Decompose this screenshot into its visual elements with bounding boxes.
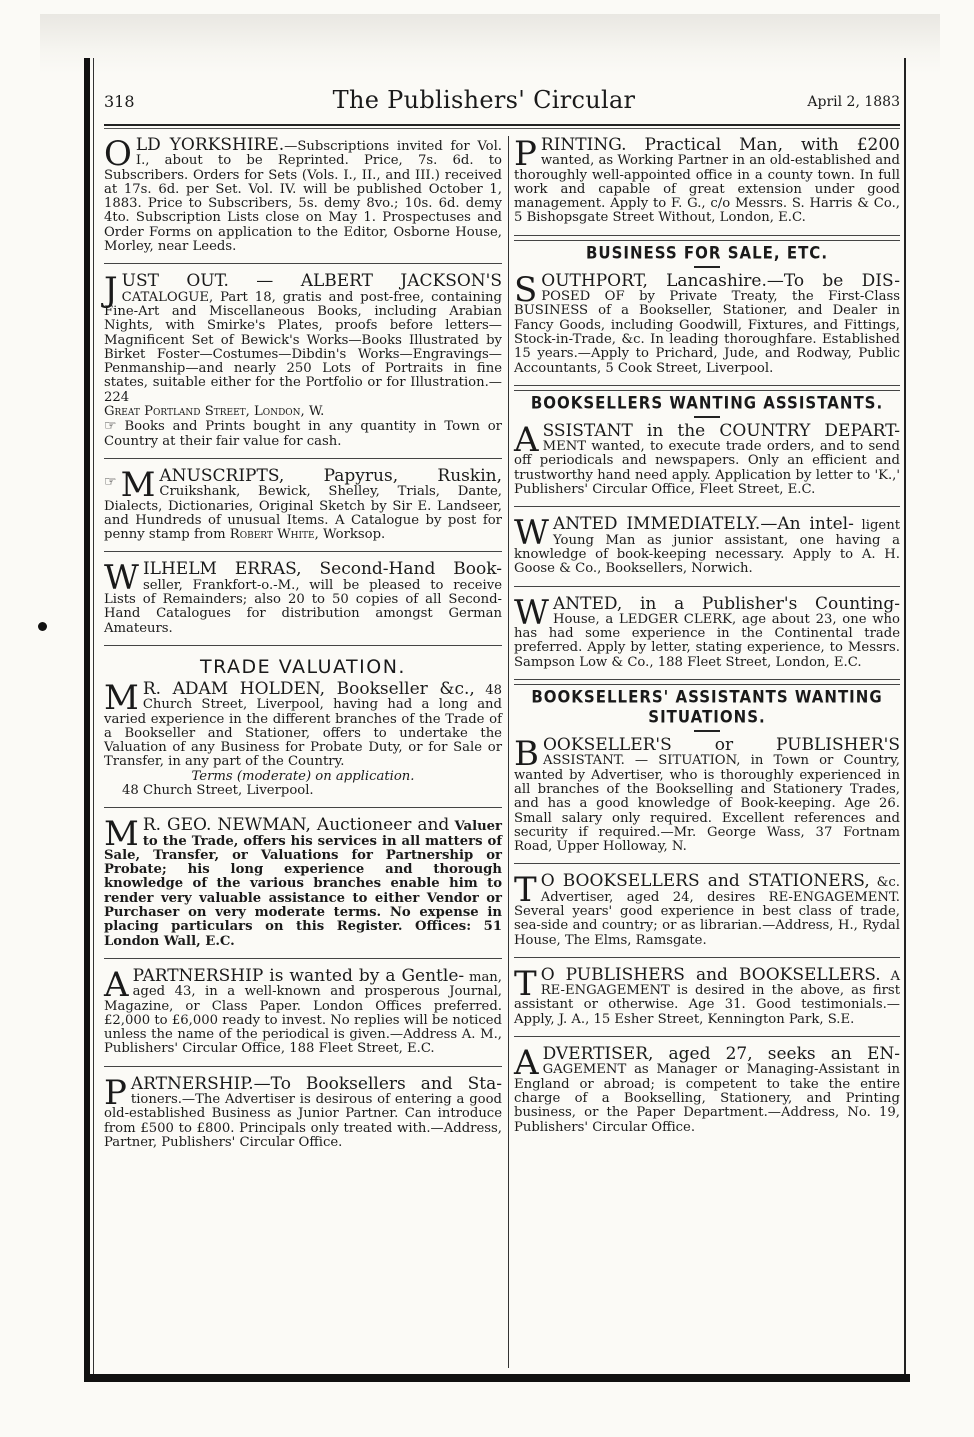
advert-separator: [104, 645, 502, 646]
drop-cap: A: [514, 419, 539, 460]
advert-manuscripts: ☞ M ANUSCRIPTS, Papyrus, Ruskin, Cruikshank, Bewick, Shelley, Trials, Dante, Dialects, Dictionaries, Original Sketch by Sir E. Landseer, and Hundreds of unusual Items. A Catalogue by post for penny stamp from Robert White, Worksop.: [104, 464, 502, 543]
drop-cap: A: [104, 964, 129, 1005]
advert-to-publishers-booksellers: T O PUBLISHERS and BOOKSELLERS. A RE-ENGAGEMENT is desired in the above, as first assistant or otherwise. Age 31. Good testimonials.—Apply, J. A., 15 Esher Street, Kennington Park, S.E.: [514, 963, 900, 1027]
advert-country-department: ASSISTANT in the COUNTRY DEPART- MENT wanted, to execute trade orders, and to send off periodicals and newspapers. Only an efficient and trustworthy hand need apply. Application by letter to 'K.,' Publishers' Circular Office, Fleet Street, E.C.: [514, 419, 900, 498]
drop-cap: W: [514, 592, 549, 633]
issue-date: April 2, 1883: [807, 94, 900, 110]
drop-cap: J: [104, 270, 118, 311]
right-border-rule: [904, 58, 906, 1380]
header-rule: [104, 124, 900, 126]
drop-cap: A: [514, 1043, 539, 1084]
left-border-rule: [84, 58, 90, 1380]
heading-rule: [694, 266, 720, 268]
advert-separator: [514, 863, 900, 864]
advert-wanted-immediately: WANTED IMMEDIATELY.—An intel- ligent Young Man as junior assistant, one having a knowledge of book-keeping necessary. Apply to A. H. Goose & Co., Booksellers, Norwich.: [514, 513, 900, 577]
advert-separator: [514, 390, 900, 391]
advert-separator: [514, 679, 900, 680]
advert-albert-jackson: JUST OUT. — ALBERT JACKSON'S CATALOGUE, Part 18, gratis and post-free, containing Fine-Art and Miscellaneous Books, including Arabian Nights, with Smirke's Plates, proofs before letters—Magnificent Set of Bewick's Works—Books Illustrated by Birket Foster—Costumes—Dibdin's Works—Engravings—Penmanship—and nearly 250 Lots of Portraits in fine states, suitable either for the Portfolio or for Illustration.—224 Great Portland Street, London, W. ☞ Books and Prints bought in any quantity in Town or Country at their fair value for cash.: [104, 270, 502, 449]
advert-old-yorkshire: OLD YORKSHIRE.—Subscriptions invited for Vol. I., about to be Reprinted. Price, 7s. 6d. to Subscribers. Orders for Sets (Vols. I., II., and III.) received at 17s. 6d. per Set. Vol. IV. will be published October 1, 1883. Price to Subscribers, 5s. demy 8vo.; 10s. 6d. demy 4to. Subscription Lists close on May 1. Prospectuses and Order Forms on application to the Editor, Osborne House, Morley, near Leeds.: [104, 134, 502, 255]
drop-cap: P: [514, 134, 537, 174]
booksellers-wanting-assistants-heading: BOOKSELLERS WANTING ASSISTANTS.: [530, 392, 884, 413]
margin-dot: [38, 622, 47, 631]
advert-separator: [104, 458, 502, 459]
advert-geo-newman: M R. GEO. NEWMAN, Auctioneer and Valuer to the Trade, offers his services in all matters of Sale, Transfer, or Valuations for Partnership or Probate; his long experience and thorough knowledge of the various branches enable him to render very valuable assistance to either Vendor or Purchaser on very moderate terms. No expense in placing particulars on this Register. Offices: 51 London Wall, E.C.: [104, 814, 503, 949]
drop-cap: O: [104, 134, 132, 174]
advert-wilhelm-erras: WILHELM ERRAS, Second-Hand Book- seller, Frankfort-o.-M., will be pleased to receive Lists of Remainders; also 20 to 50 copies of all Second-Hand Catalogues for distribution amongst German Amateurs.: [104, 558, 502, 636]
page-title: The Publishers' Circular: [332, 86, 636, 114]
drop-cap: M: [104, 677, 139, 718]
drop-cap: S: [514, 269, 538, 310]
header-rule-thin: [104, 128, 900, 129]
left-column: [104, 134, 503, 1150]
drop-cap: W: [104, 558, 139, 599]
advert-to-booksellers-stationers: T O BOOKSELLERS and STATIONERS, &c. Advertiser, aged 24, desires RE-ENGAGEMENT. Several years' good experience in best class of trade, sea-side and country; or as librarian.—Address, H., Rydal House, The Elms, Ramsgate.: [514, 870, 900, 948]
advert-separator: [104, 958, 502, 959]
page-top-edge: [40, 14, 940, 74]
advert-address: 48 Church Street, Liverpool.: [122, 782, 314, 798]
pointing-hand-icon: ☞: [104, 473, 117, 490]
advert-separator: [514, 684, 900, 685]
advert-printing: PRINTING. Practical Man, with £200 wanted, as Working Partner in an old-established and thoroughly well-appointed office in a county town. In full work and capable of great extension under good management. Apply to F. G., c/o Messrs. S. Harris & Co., 5 Bishopsgate Street Without, London, E.C.: [514, 134, 900, 226]
advert-separator: [104, 263, 502, 264]
right-column: [514, 134, 900, 1135]
column-divider: [508, 136, 509, 1368]
left-border-thin-rule: [93, 58, 94, 1380]
advert-separator: [104, 807, 502, 808]
page-header: [104, 86, 906, 118]
advert-separator: [514, 385, 900, 386]
advert-separator: [514, 586, 900, 587]
drop-cap: T: [514, 963, 537, 1004]
advert-southport: SOUTHPORT, Lancashire.—To be DIS- POSED OF by Private Treaty, the First-Class BUSINESS of a Bookseller, Stationer, and Dealer in Fancy Goods, including Goodwill, Fixtures, and Fittings, Stock-in-Trade, &c. In leading thoroughfare. Established 15 years.—Apply to Prichard, Jude, and Rodway, Public Accountants, 5 Cook Street, Liverpool.: [514, 269, 900, 376]
advert-separator: [514, 1036, 900, 1037]
advert-bookseller-assistant: BOOKSELLER'S or PUBLISHER'S ASSISTANT. — SITUATION, in Town or Country, wanted by Advertiser, who is thoroughly experienced in all branches of the Bookselling and Stationery Trades, and has a good knowledge of Book-keeping. Age 26. Small salary only required. Excellent references and security if required.—Mr. George Wass, 37 Fortnam Road, Upper Holloway, N.: [514, 734, 900, 855]
drop-cap: B: [514, 734, 539, 775]
drop-cap: P: [104, 1072, 127, 1113]
advert-partnership-gentleman: APARTNERSHIP is wanted by a Gentle- man, aged 43, in a well-known and prosperous Journal, Magazine, or Class Paper. London Offices preferred. £2,000 to £6,000 ready to invest. No replies will be noticed unless the name of the periodical is given.—Address A. M., Publishers' Circular Office, 188 Fleet Street, E.C.: [104, 964, 502, 1057]
page-number: 318: [104, 92, 135, 111]
trade-valuation-heading: TRADE VALUATION.: [200, 655, 406, 678]
advert-separator: [514, 235, 900, 236]
advert-separator: [104, 551, 502, 552]
advert-advertiser-manager: ADVERTISER, aged 27, seeks an EN- GAGEMENT as Manager or Managing-Assistant in England or abroad; is competent to take the entire charge of a Bookselling, Stationery, and Printing business, or the Paper Department.—Address, No. 19, Publishers' Circular Office.: [514, 1043, 900, 1135]
advert-terms: Terms (moderate) on application.: [191, 768, 415, 784]
advert-separator: [104, 1066, 502, 1067]
advert-adam-holden: M R. ADAM HOLDEN, Bookseller &c., 48 Church Street, Liverpool, having had a long and varied experience in the different branches of the Trade of a Bookseller and Stationer, offers to undertake the Valuation of any Business for Probate Duty, or for Sale or Transfer, in any part of the Country. Terms (moderate) on application. 48 Church Street, Liverpool.: [104, 677, 502, 798]
advert-partnership-booksellers: PARTNERSHIP.—To Booksellers and Sta- tioners.—The Advertiser is desirous of entering a good old-established Business as Junior Partner. Can introduce from £500 to £800. Principals only treated with.—Address, Partner, Publishers' Circular Office.: [104, 1072, 502, 1150]
assistants-wanting-situations-heading-2: SITUATIONS.: [648, 707, 766, 727]
pointing-hand-icon: ☞: [104, 418, 117, 435]
heading-rule: [694, 730, 720, 732]
heading-rule: [694, 416, 720, 418]
drop-cap: W: [514, 513, 549, 554]
advert-separator: [514, 957, 900, 958]
advert-separator: [514, 240, 900, 241]
assistants-wanting-situations-heading: BOOKSELLERS' ASSISTANTS WANTING: [531, 687, 883, 707]
drop-cap: M: [120, 464, 156, 505]
business-for-sale-heading: BUSINESS FOR SALE, ETC.: [585, 242, 829, 263]
bottom-border-rule: [84, 1374, 910, 1382]
drop-cap: T: [514, 870, 537, 911]
advert-ledger-clerk: WANTED, in a Publisher's Counting- House, a LEDGER CLERK, age about 23, one who has had some experience in the Continental trade preferred. Apply by letter, stating experience, to Messrs. Sampson Low & Co., 188 Fleet Street, London, E.C.: [514, 592, 900, 670]
advert-separator: [514, 506, 900, 507]
advert-address: Great Portland Street, London, W.: [104, 404, 325, 420]
drop-cap: M: [104, 814, 139, 855]
